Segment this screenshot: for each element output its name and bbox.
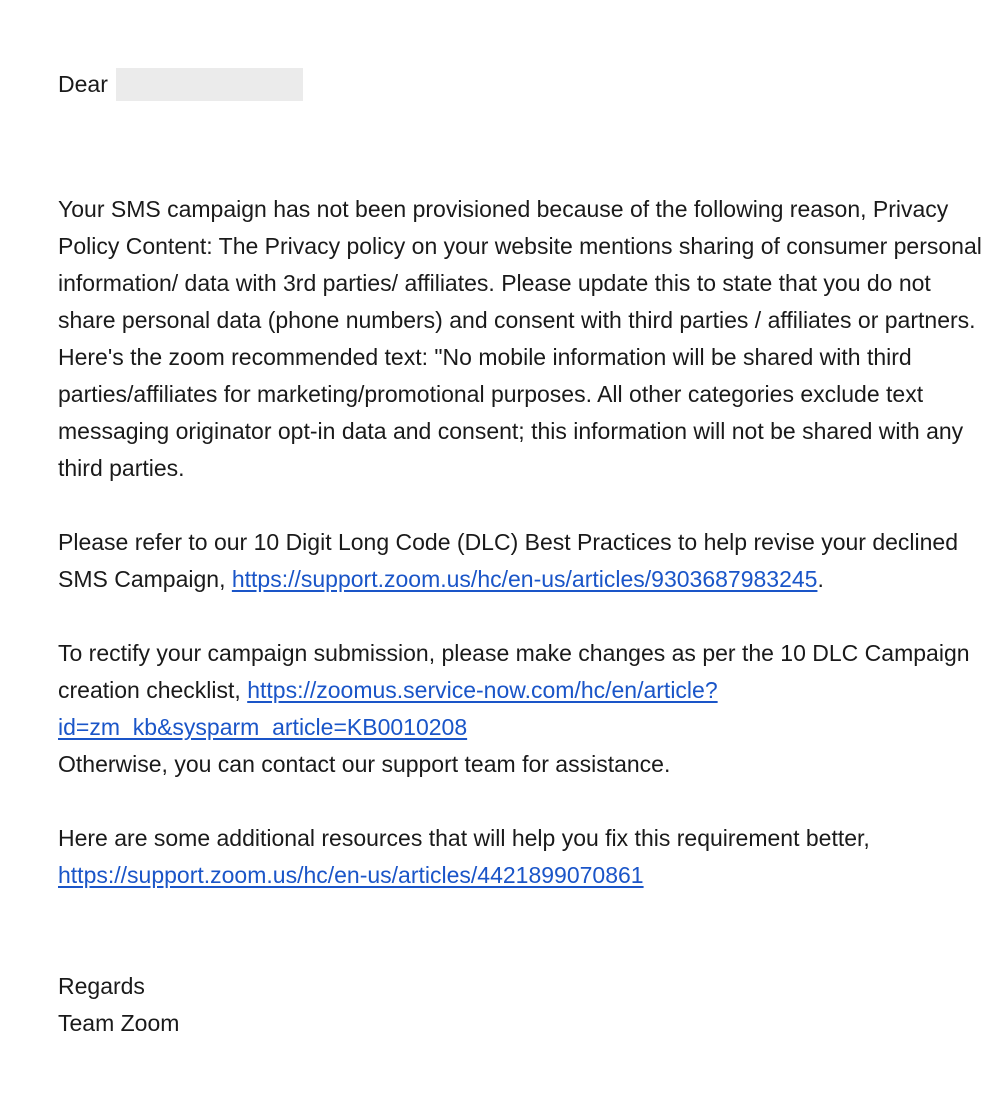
resources-link[interactable]: https://support.zoom.us/hc/en-us/articles/4421899070861 — [58, 862, 644, 888]
best-practices-text: Please refer to our 10 Digit Long Code (DLC) Best Practices to help revise your declined SMS Campaign, — [58, 529, 959, 592]
signature-block — [58, 968, 993, 1042]
signature-text: Team Zoom — [58, 1010, 180, 1036]
best-practices-paragraph — [58, 524, 993, 598]
rectify-text: To rectify your campaign submission, please make changes as per the 10 DLC Campaign creation checklist, — [58, 640, 970, 703]
reason-paragraph: Your SMS campaign has not been provisioned because of the following reason, Privacy Policy Content: The Privacy policy on your website mentions sharing of consumer personal information/ data with 3rd parties/ affiliates. Please update this to state that you do not share personal data (phone numbers) and consent with third parties / affiliates or partners. Here's the zoom recommended text: "No mobile information will be shared with third parties/affiliates for marketing/promotional purposes. All other categories exclude text messaging originator opt-in data and consent; this information will not be shared with any third parties. — [58, 196, 982, 481]
redacted-recipient-name — [116, 68, 303, 101]
resources-paragraph — [58, 820, 993, 894]
signoff-text: Regards — [58, 973, 145, 999]
email-body — [58, 66, 993, 1042]
checklist-link[interactable]: https://zoomus.service-now.com/hc/en/article?id=zm_kb&sysparm_article=KB0010208 — [58, 677, 718, 740]
best-practices-link[interactable]: https://support.zoom.us/hc/en-us/articles/9303687983245 — [231, 566, 818, 592]
rectify-paragraph — [58, 635, 993, 783]
resources-text: Here are some additional resources that will help you fix this requirement better, — [58, 825, 870, 851]
best-practices-suffix: . — [817, 566, 824, 592]
greeting-line — [58, 66, 993, 103]
otherwise-text: Otherwise, you can contact our support team for assistance. — [58, 751, 671, 777]
greeting-text: Dear — [58, 71, 108, 97]
